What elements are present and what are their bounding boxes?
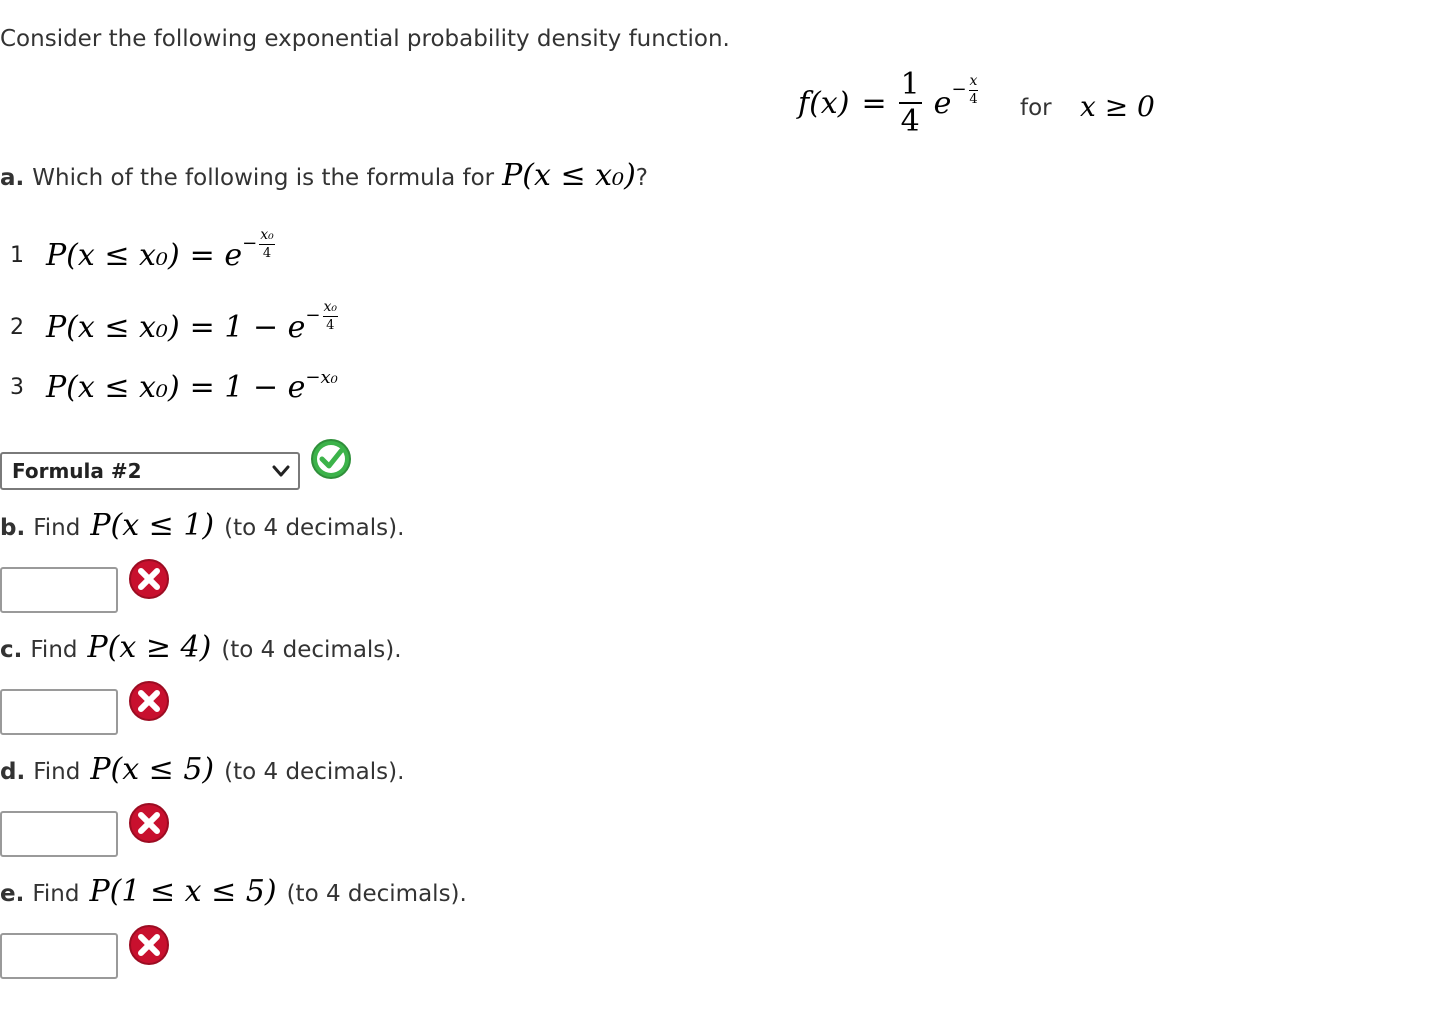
option-exponent-denominator: 4 — [262, 245, 272, 261]
part-c-text: Find — [30, 637, 78, 663]
pdf-exponent-numerator: x — [969, 72, 978, 89]
part-c-question — [0, 630, 402, 665]
option-number: 1 — [10, 243, 24, 268]
part-a-text: Which of the following is the formula for — [32, 165, 495, 191]
part-e-math: P(1 ≤ x ≤ 5) — [89, 874, 277, 909]
formula-option-3 — [10, 367, 338, 405]
option-exponent-fraction — [259, 228, 275, 260]
option-rhs: = e — [189, 238, 243, 273]
part-a-question — [0, 158, 648, 193]
pdf-fraction — [899, 67, 922, 139]
part-e-answer-input[interactable] — [0, 933, 118, 979]
option-exponent-fraction — [323, 300, 339, 332]
part-b-label: b. — [0, 515, 26, 541]
part-b-suffix: (to 4 decimals). — [224, 515, 405, 541]
part-a-label: a. — [0, 165, 25, 191]
option-lhs: P(x ≤ x₀) — [46, 310, 180, 345]
part-b-math: P(x ≤ 1) — [90, 508, 215, 543]
pdf-domain: x ≥ 0 — [1080, 90, 1155, 123]
pdf-for-label: for — [1020, 95, 1052, 121]
option-exponent — [242, 228, 275, 260]
option-exponent-sign: − — [242, 233, 258, 254]
part-b-question — [0, 508, 404, 543]
formula-select[interactable] — [0, 452, 300, 490]
option-exponent-numerator: x₀ — [260, 226, 274, 243]
part-c-suffix: (to 4 decimals). — [221, 637, 402, 663]
option-exponent-numerator: x₀ — [323, 298, 338, 315]
part-d-suffix: (to 4 decimals). — [224, 759, 405, 785]
pdf-equals: = — [861, 86, 887, 121]
option-exponent — [305, 300, 338, 332]
part-e-text: Find — [32, 881, 80, 907]
part-e-suffix: (to 4 decimals). — [286, 881, 467, 907]
option-rhs: = 1 − e — [189, 310, 306, 345]
check-icon — [310, 438, 352, 480]
part-c-answer-input[interactable] — [0, 689, 118, 735]
x-icon — [128, 558, 170, 600]
option-rhs: = 1 − e — [189, 370, 306, 405]
pdf-formula — [798, 67, 978, 139]
option-number: 2 — [10, 315, 24, 340]
pdf-lhs: f(x) — [798, 86, 850, 121]
x-icon — [128, 680, 170, 722]
x-icon — [128, 802, 170, 844]
part-b-answer-input[interactable] — [0, 567, 118, 613]
pdf-fraction-numerator: 1 — [900, 67, 920, 102]
pdf-exponent-denominator: 4 — [969, 91, 978, 107]
part-a-suffix: ? — [635, 165, 649, 191]
part-d-question — [0, 752, 404, 787]
part-e-label: e. — [0, 881, 25, 907]
pdf-exponent-fraction — [969, 74, 979, 106]
formula-select-wrapper — [0, 452, 302, 492]
part-e-question — [0, 874, 467, 909]
option-lhs: P(x ≤ x₀) — [46, 370, 180, 405]
pdf-fraction-denominator: 4 — [900, 104, 920, 139]
part-c-label: c. — [0, 637, 23, 663]
option-exponent: −x₀ — [305, 367, 338, 388]
part-d-label: d. — [0, 759, 26, 785]
pdf-exponent — [951, 74, 978, 106]
part-d-answer-input[interactable] — [0, 811, 118, 857]
part-d-text: Find — [33, 759, 81, 785]
part-c-math: P(x ≥ 4) — [87, 630, 212, 665]
intro-text: Consider the following exponential probability density function. — [0, 26, 730, 52]
formula-option-1 — [10, 226, 275, 273]
pdf-base: e — [933, 86, 952, 121]
option-exponent-sign: − — [305, 305, 321, 326]
formula-option-2 — [10, 298, 338, 345]
part-d-math: P(x ≤ 5) — [90, 752, 215, 787]
pdf-exponent-sign: − — [951, 79, 967, 100]
part-b-text: Find — [33, 515, 81, 541]
option-number: 3 — [10, 375, 24, 400]
option-exponent-denominator: 4 — [326, 317, 335, 333]
part-a-math: P(x ≤ x₀) — [502, 158, 636, 193]
x-icon — [128, 924, 170, 966]
option-lhs: P(x ≤ x₀) — [46, 238, 180, 273]
